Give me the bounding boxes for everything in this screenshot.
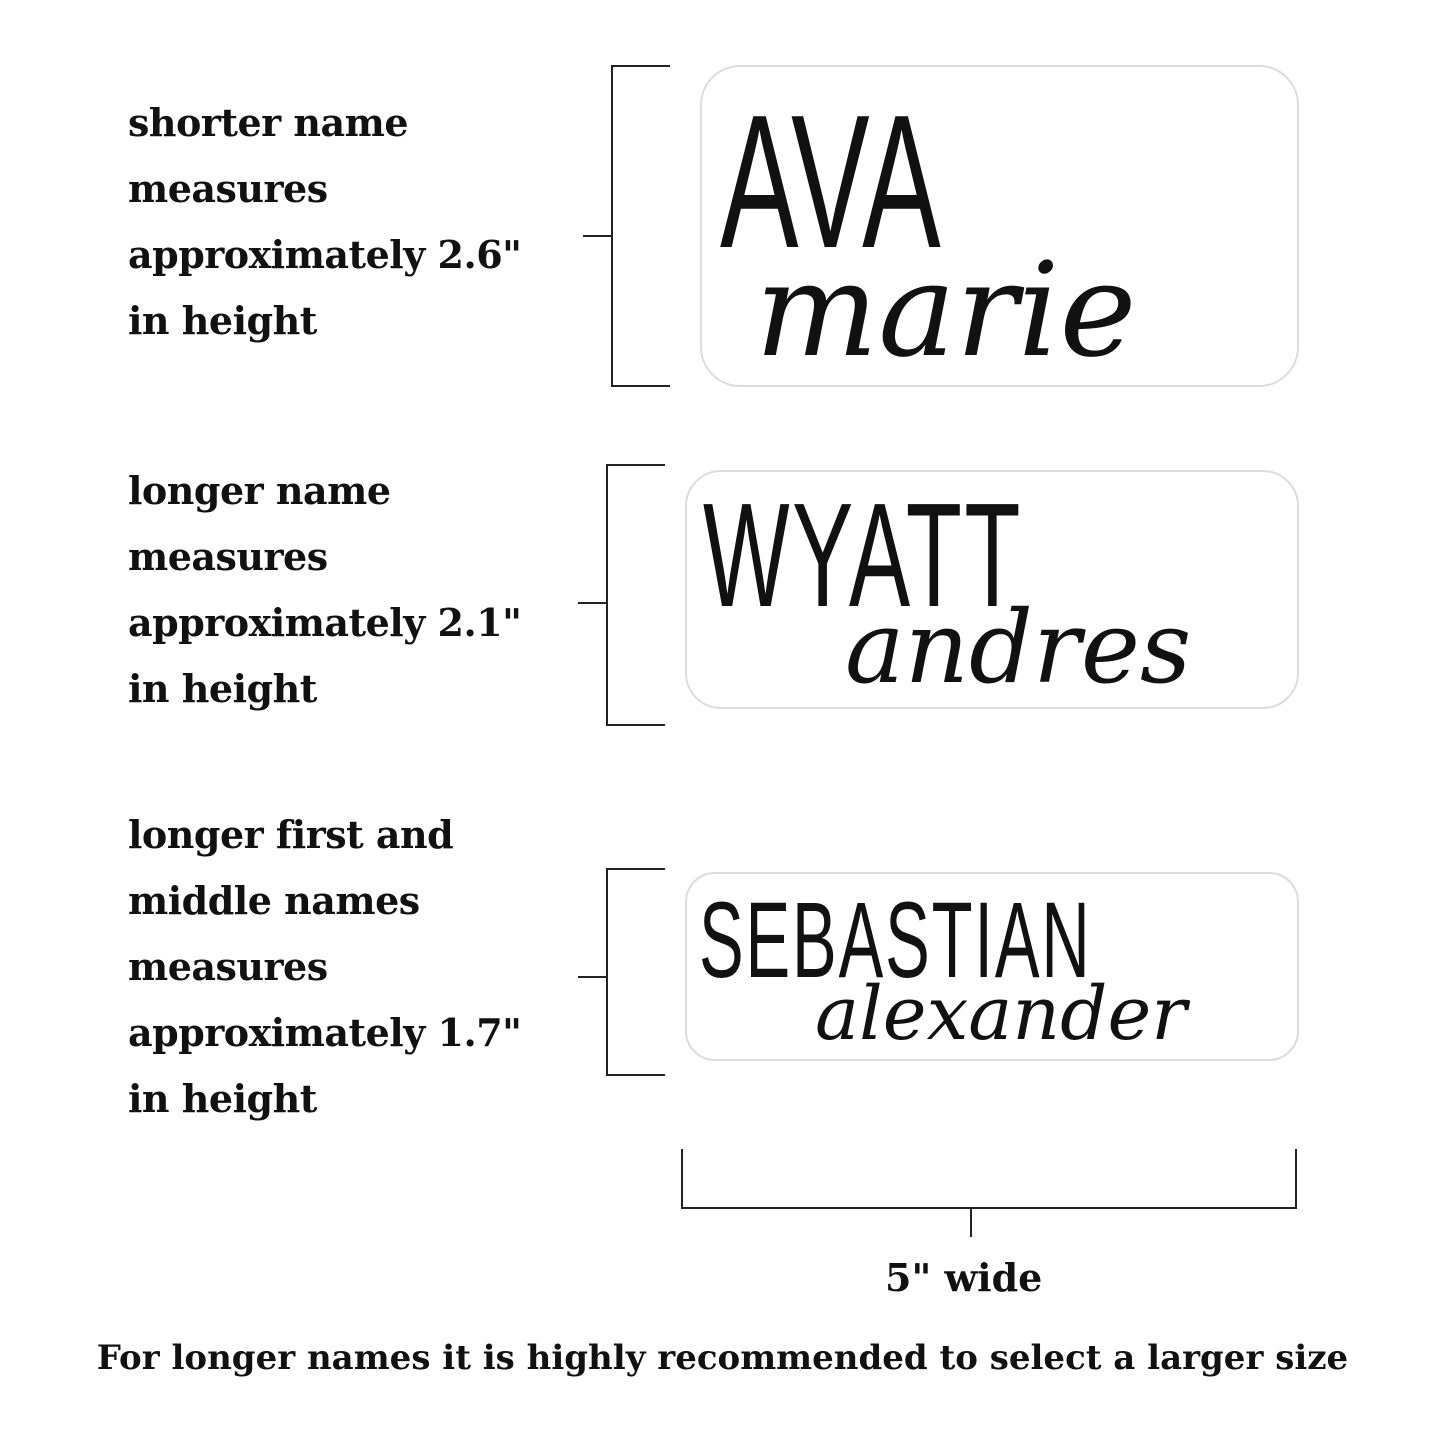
description-ava [128,90,521,354]
middle-name-text: andres [845,589,1192,706]
description-line: in height [128,298,317,343]
description-line: longer name [128,468,391,513]
first-name-text: AVA [720,76,942,288]
first-name-text: SEBASTIAN [699,879,1092,1000]
description-line: in height [128,666,317,711]
description-sebastian [128,802,521,1132]
description-line: approximately 1.7" [128,1010,522,1055]
description-line: approximately 2.6" [128,232,522,277]
first-name-text: WYATT [703,473,1023,638]
name-sticker-sebastian [685,872,1295,1057]
height-bracket-ava [575,60,675,390]
height-bracket-wyatt [570,460,670,730]
description-line: shorter name [128,100,409,145]
description-line: longer first and [128,812,454,857]
description-line: measures [128,534,328,579]
middle-name-text: marie [755,234,1137,386]
footer-note: For longer names it is highly recommended to select a larger size [96,1338,1349,1378]
width-bracket [675,1145,1305,1245]
description-line: middle names [128,878,420,923]
name-sticker-ava [700,65,1295,386]
description-wyatt [128,458,521,722]
description-line: approximately 2.1" [128,600,522,645]
width-label: 5" wide [885,1255,1043,1300]
description-line: measures [128,944,328,989]
height-bracket-sebastian [570,865,670,1080]
description-line: in height [128,1076,317,1121]
description-line: measures [128,166,328,211]
middle-name-text: alexander [815,971,1187,1057]
name-sticker-wyatt [685,470,1295,705]
